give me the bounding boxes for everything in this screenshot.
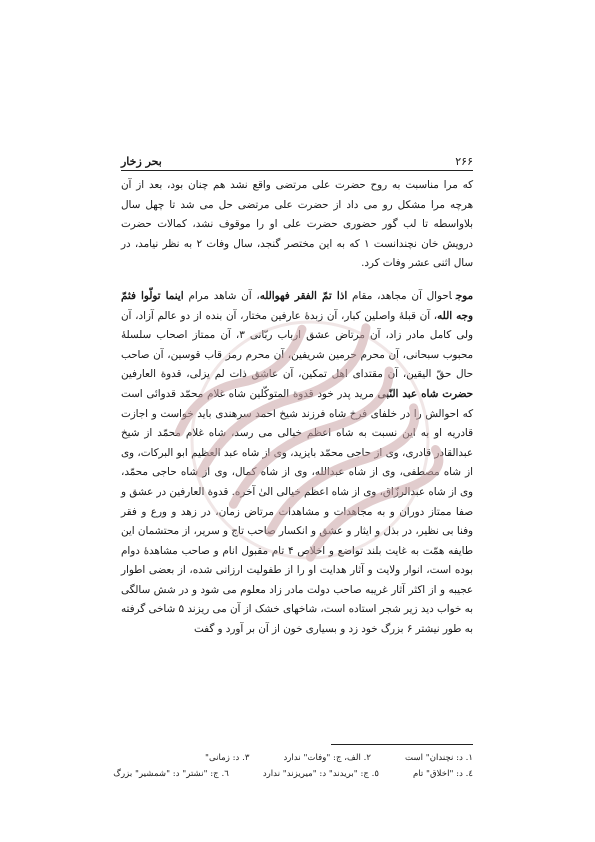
footnotes [113, 750, 473, 782]
paragraph-2-part-d: مرید پدر خود قدوة المتوکّلین شاه غلام محمّد قدوائی است که احوالش را در خلفای فرخ شاه فرزند شیخ احمد سرهندی باید خواست و اجازت قادریه او به این نسبت به شاه اعظم خیالی می رسد، شاه غلام محمّد از شیخ عبدالقادر قادری، وی از حاجی محمّد بایزید، وی از شاه عبد العظیم ابو البرکات، وی از شاه مصطفی، وی از شاه عبدالله، وی از شاه کمال، وی از شاه حاجی محمّد، وی از شاه عبدالرزّاق، وی از شاه اعظم خیالی الیٰ آخره. قدوة العارفین در عشق و صفا ممتاز دوران و به مجاهدات و مشاهدات مرتاض زمان، در زهد و ورع و فقر وفنا بی نظیر، در بذل و ایثار و عشق و انکسار صاحب تاج و سریر، از محتشمان این طایفه همّت به غایت بلند تواضع و اخلاص ۴ تام مقبول انام و صاحب مشاهدهٔ دوام بوده است، انوار ولایت و آثار هدایت او را از طفولیت ارزانی شده، از بعضی اطوار عجیبه و از اکثر آثار غریبه صاحب دولت مادر زاد معلوم می شود و در شش سالگی به خواب دید زیر شجر استاده است، شاخهای خشک از آن می ریزند ۵ شاخی گرفته به طور نیشتر ۶ بزرگ خود زد و بسیاری خون از آن بر آورد و گفت [121, 387, 473, 636]
footnote-5: ٥. ج: "بریدند" د: "میریزند" ندارد [262, 769, 379, 779]
footnote-6: ٦. ج: "نشتر" د: "شمشیر" بزرگ [113, 769, 229, 779]
body-text [121, 176, 473, 640]
quoted-phrase-2: اینما تولّوا فثمّ وجه الله [121, 289, 473, 322]
page-header [121, 150, 473, 168]
footnote-4: ٤. د: "اخلاق" تام [412, 769, 473, 779]
footnote-rule [331, 744, 473, 745]
footnote-row [121, 750, 473, 766]
paragraph-2 [121, 287, 473, 640]
footnote-2: ۲. الف، ج: "وفات" ندارد [283, 753, 371, 763]
paragraph-2-part-c: ، آن قبلهٔ واصلین کبار، آن زبدهٔ عارفین مختار، آن بنده از دو عالم آزاد، آن ولی کامل مادر زاد، آن مرتاض عشق ارباب ربّانی ۳، آن ممتاز اصحاب سلسلهٔ محبوب سبحانی، آن محرم حرمین شریفین، آن محرم رمز قاب قوسین، آن صاحب حال حقّ الیقین، آن مقتدای اهل تمکین، آن عاشق ذات لم یزلی، قدوة العارفین [121, 309, 473, 381]
footnote-3: ۳. د: زمانی" [205, 753, 250, 763]
entry-heading: موج [455, 289, 474, 302]
paragraph-2-part-a: احوال آن مجاهد، مقام [347, 289, 452, 302]
paragraph-2-part-b: ، آن شاهد مرام [183, 289, 260, 302]
person-name: حضرت شاه عبد النّبی [377, 387, 473, 400]
footnote-1: ۱. د: نچندان" است [405, 753, 473, 763]
quoted-phrase: اذا تمّ الفقر فهوالله [259, 289, 348, 302]
footnote-row [113, 766, 473, 782]
header-rule [121, 170, 473, 171]
page-number: ۲۶۶ [455, 155, 473, 168]
paragraph-1: که مرا مناسبت به روح حضرت علی مرتضی واقع نشد هم چنان بود، بعد از آن هرچه مرا مشکل رو می داد از حضرت علی مرتضی حل می شد تا چهل سال بلاواسطه تا لب گور حضوری حضرت علی او را موقوف نشد، کمالات حضرت درویش خان نچندانست ۱ که به این مختصر گنجد، سال وفات ۲ به نظر نیامد، در سال اثنی عشر وفات کرد. [121, 179, 473, 270]
running-title: بحر زخار [121, 155, 162, 168]
